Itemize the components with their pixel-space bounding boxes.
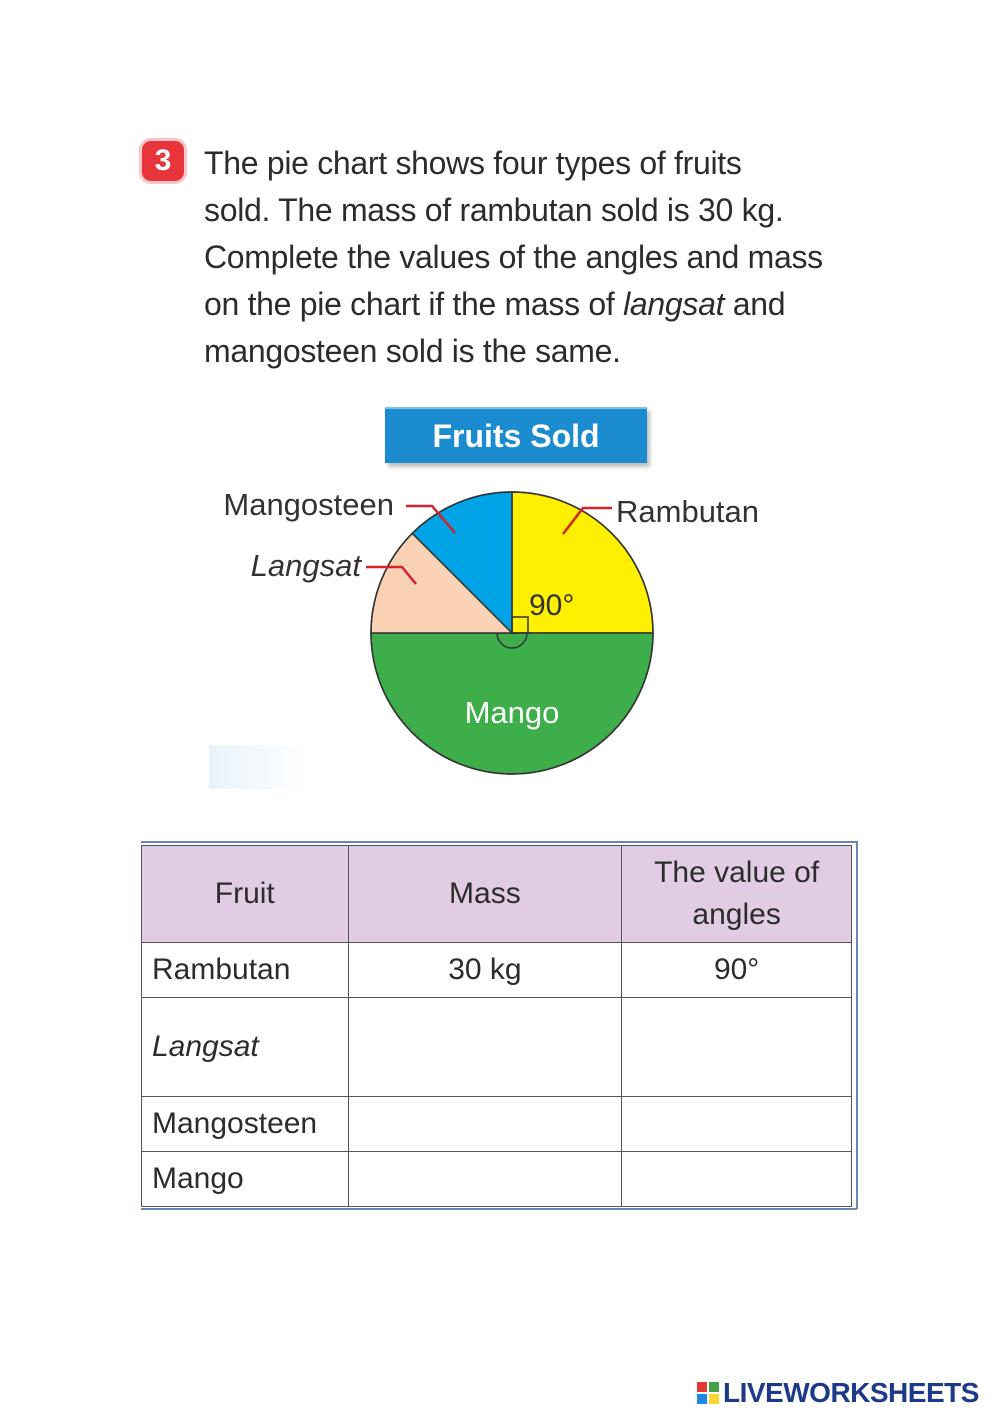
table-frame-top — [141, 841, 857, 843]
faded-corner — [209, 745, 309, 789]
slice-label-mango: Mango — [464, 695, 560, 730]
question-number-badge: 3 — [139, 138, 187, 184]
table-row-rambutan — [142, 943, 852, 998]
header-angle: The value of angles — [622, 846, 852, 943]
mass-answer-cell-mango[interactable] — [348, 1152, 622, 1207]
table-row-langsat — [142, 998, 852, 1097]
question-line-4-start: on the pie chart if the mass of — [204, 286, 624, 322]
question-line-2: sold. The mass of rambutan sold is 30 kg. — [204, 192, 784, 228]
header-mass: Mass — [348, 846, 622, 943]
logo-text: LIVEWORKSHEETS — [723, 1377, 979, 1408]
row-angle-cell: 90° — [622, 943, 852, 998]
question-line-1: The pie chart shows four types of fruits — [204, 145, 742, 181]
logo-square — [709, 1394, 719, 1404]
mass-answer-cell-mangosteen[interactable] — [348, 1097, 622, 1152]
question-line-3: Complete the values of the angles and mass — [204, 239, 823, 275]
table-header-row — [142, 846, 852, 943]
question-line-4-end: and — [724, 286, 786, 322]
answer-table — [141, 845, 852, 1207]
row-mass-cell: 30 kg — [348, 943, 622, 998]
logo-square — [697, 1394, 707, 1404]
row-fruit: Rambutan — [142, 943, 349, 998]
table-frame-right — [856, 841, 858, 1209]
angle-answer-cell-mangosteen[interactable] — [622, 1097, 852, 1152]
mass-answer-cell-langsat[interactable] — [348, 998, 622, 1097]
table-row-mangosteen — [142, 1097, 852, 1152]
table-row-mango — [142, 1152, 852, 1207]
table-frame-bottom — [141, 1208, 857, 1210]
header-fruit: Fruit — [142, 846, 349, 943]
row-fruit: Mangosteen — [142, 1097, 349, 1152]
liveworksheets-logo — [697, 1378, 979, 1408]
row-fruit: Langsat — [142, 998, 349, 1097]
chart-title: Fruits Sold — [385, 407, 647, 463]
slice-label-mangosteen: Mangosteen — [223, 487, 394, 522]
slice-label-langsat: Langsat — [250, 548, 361, 583]
logo-icon — [697, 1382, 719, 1404]
angle-label-90: 90° — [529, 589, 575, 622]
logo-square — [697, 1382, 707, 1392]
logo-square — [709, 1382, 719, 1392]
angle-answer-cell-langsat[interactable] — [622, 998, 852, 1097]
angle-answer-cell-mango[interactable] — [622, 1152, 852, 1207]
question-langsat-word: langsat — [623, 286, 725, 322]
question-line-5: mangosteen sold is the same. — [204, 333, 621, 369]
row-fruit: Mango — [142, 1152, 349, 1207]
slice-label-rambutan: Rambutan — [616, 494, 760, 529]
